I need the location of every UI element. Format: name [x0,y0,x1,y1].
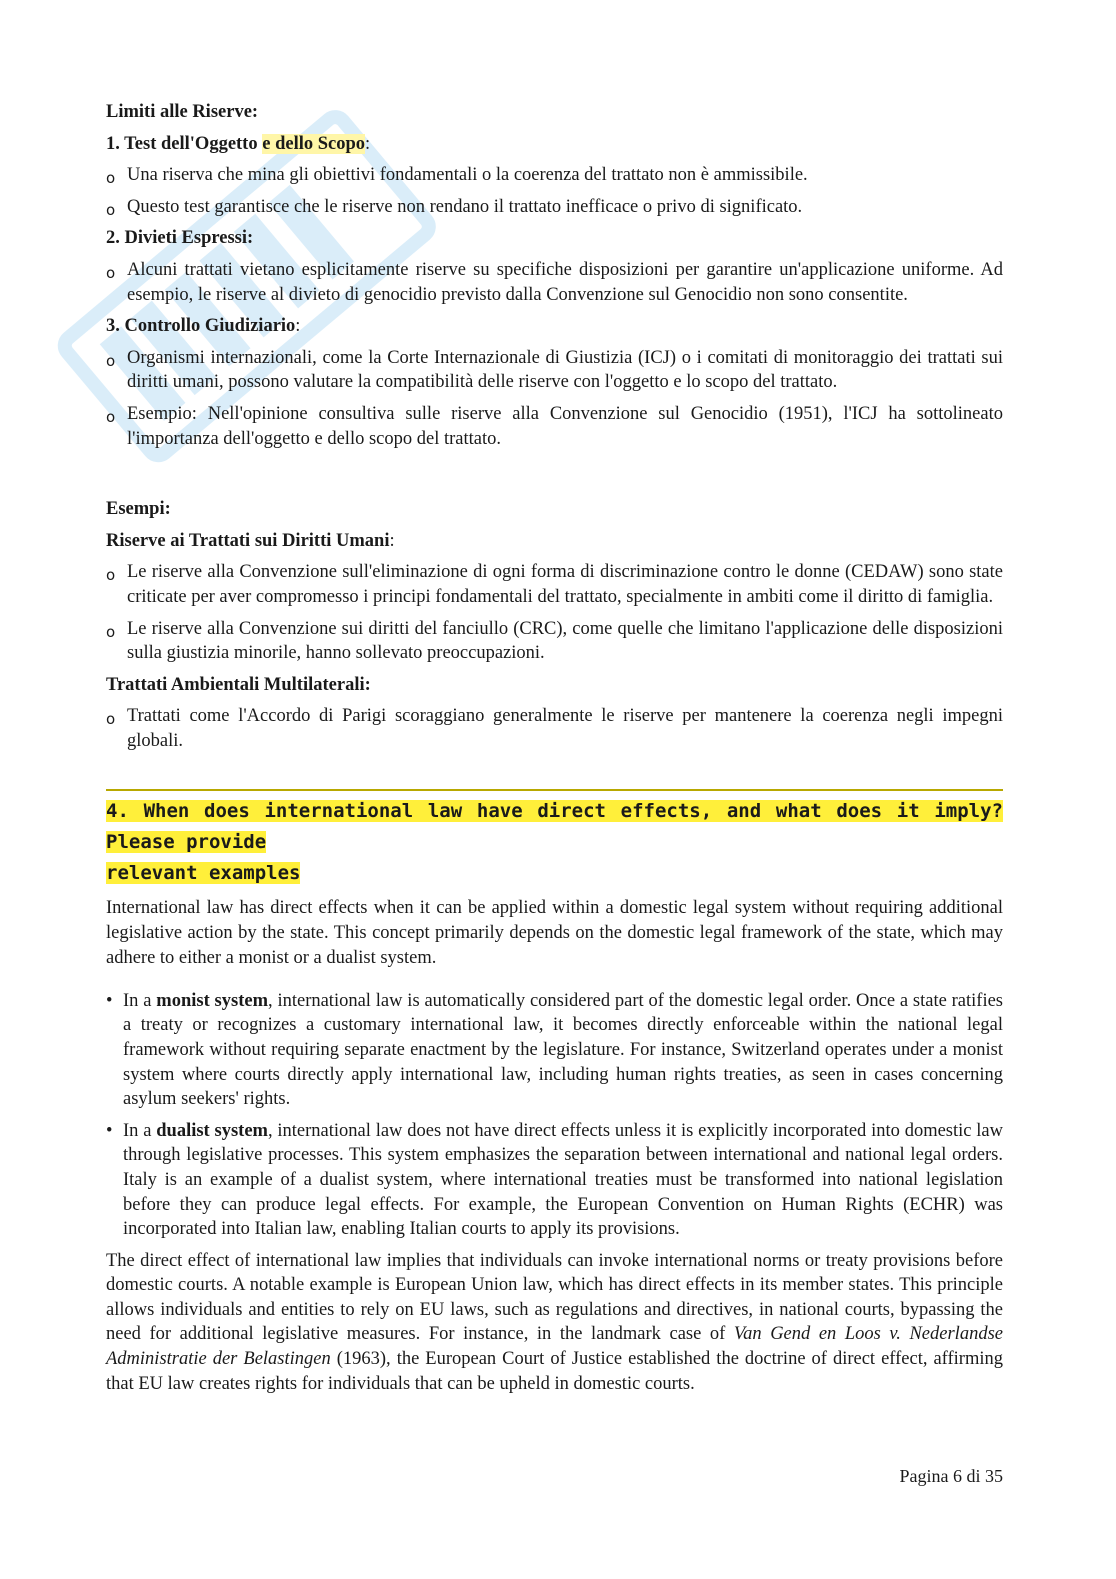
document-page [106,100,1003,1415]
list-item: o Le riserve alla Convenzione sull'eliminazione di ogni forma di discriminazione contro le donne (CEDAW) sono state criticate per aver compromesso i principi fondamentali del trattato, specialmente in ambiti come il diritto di famiglia. [106,562,1003,607]
section-4-closing: The direct effect of international law implies that individuals can invoke international norms or treaty provisions before domestic courts. A notable example is European Union law, which has direct effects in its member states. This principle allows individuals and entities to rely on EU laws, such as regulations and directives, in national courts, bypassing the need for additional legislative measures. For instance, in the landmark case of Van Gend en Loos v. Nederlandse Administratie der Belastingen (1963), the European Court of Justice established the doctrine of direct effect, affirming that EU law creates rights for individuals that can be upheld in domestic courts. [106,1250,1003,1394]
list-item: o Una riserva che mina gli obiettivi fondamentali o la coerenza del trattato non è ammissibile. [106,165,808,188]
list-item: o Esempio: Nell'opinione consultiva sulle riserve alla Convenzione sul Genocidio (1951), l'ICJ ha sottolineato l'importanza dell'oggetto e dello scopo del trattato. [106,403,1003,449]
section-divider [106,789,1003,791]
limit-2-title: 2. Divieti Espressi: [106,228,254,249]
section-4-intro: International law has direct effects when it can be applied within a domestic legal system without requiring additional legislative action by the state. This concept primarily depends on the domestic legal framework of the state, which may adhere to either a monist or a dualist system. [106,898,1003,968]
examples-heading: Esempi: [106,499,171,520]
examples-group-2-title: Trattati Ambientali Multilaterali: [106,674,371,695]
list-item: • In a dualist system, international law does not have direct effects unless it is explicitly incorporated into domestic law through legislative processes. This system emphasizes the separation between international and national legal orders. Italy is an example of a dualist system, where international treaties must be transformed into national legislation before they can produce legal effects. For example, the European Convention on Human Rights (ECHR) was incorporated into Italian law, enabling Italian courts to apply its provisions. [106,1120,1004,1240]
list-item: • In a monist system, international law is automatically considered part of the domestic legal order. Once a state ratifies a treaty or recognizes a customary international law, it becomes directly enforceable within the national legal framework without requiring separate enactment by the legislature. For instance, Switzerland operates under a monist system where courts directly apply international law, including human rights treaties, as seen in cases concerning asylum seekers' rights. [106,990,1004,1110]
section-4-title: 4. When does international law have direct effects, and what does it imply? Please provide relevant examples [106,800,1003,885]
examples-group-1-title: Riserve ai Trattati sui Diritti Umani: [106,530,395,551]
limit-1-title: 1. Test dell'Oggetto e dello Scopo: [106,133,371,154]
list-item: o Le riserve alla Convenzione sui diritti del fanciullo (CRC), come quelle che limitano l'applicazione delle disposizioni sulla giustizia minorile, hanno sollevato preoccupazioni. [106,618,1003,664]
list-item: o Alcuni trattati vietano esplicitamente riserve su specifiche disposizioni per garantire un'applicazione uniforme. Ad esempio, le riserve al divieto di genocidio previsto dalla Convenzione sul Genocidio non sono consentite. [106,259,1003,305]
page-number: Pagina 6 di 35 [899,1466,1003,1486]
list-item: o Questo test garantisce che le riserve non rendano il trattato inefficace o privo di significato. [106,196,803,219]
limits-heading: Limiti alle Riserve: [106,102,259,122]
limit-3-title: 3. Controllo Giudiziario: [106,316,301,337]
list-item: o Trattati come l'Accordo di Parigi scoraggiano generalmente le riserve per mantenere la coerenza negli impegni globali. [106,706,1003,751]
list-item: o Organismi internazionali, come la Corte Internazionale di Giustizia (ICJ) o i comitati di monitoraggio dei trattati sui diritti umani, possono valutare la compatibilità delle riserve con l'oggetto e lo scopo del trattato. [106,347,1003,393]
